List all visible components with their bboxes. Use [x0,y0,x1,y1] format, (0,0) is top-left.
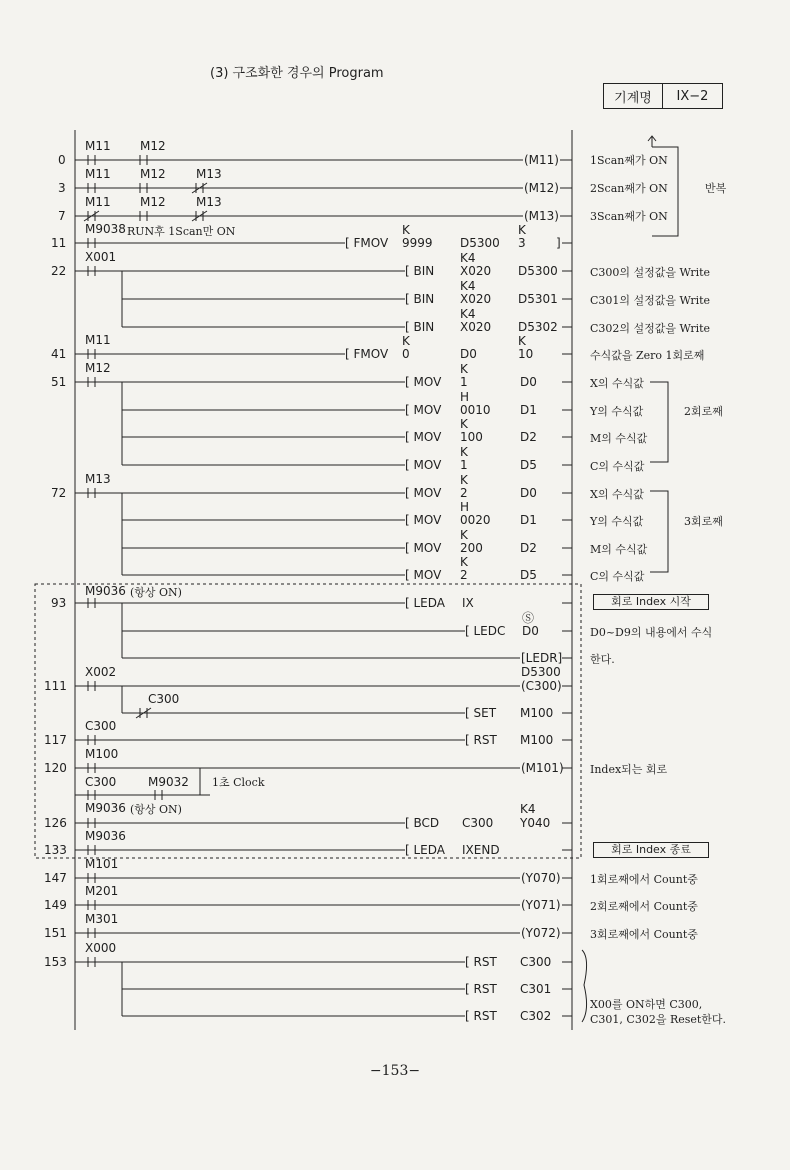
prefix: K [402,223,410,237]
instruction: [ BIN [405,264,435,278]
prefix: K [518,223,526,237]
prefix: K [460,555,468,569]
coil: (M13) [524,209,559,223]
comment: C의 수식값 [590,460,645,473]
step-number: 51 [51,375,67,389]
contact-label: M100 [85,747,119,761]
comment: 1Scan째가 ON [590,154,668,167]
contact-label: M11 [85,139,111,153]
operand: 9999 [402,236,433,250]
prefix: K4 [460,279,476,293]
instruction: [ MOV [405,486,442,500]
instruction: [ MOV [405,375,442,389]
operand: D1 [520,513,537,527]
step-number: 126 [44,816,67,830]
operand: 1 [460,375,468,389]
index-end-box: 회로 Index 종료 [593,842,709,858]
instruction: [ RST [465,1009,497,1023]
comment: X의 수식값 [590,488,644,501]
contact-label: C300 [85,775,117,789]
contact-label: M13 [85,472,111,486]
operand: 2 [460,568,468,582]
coil: (M12) [524,181,559,195]
step-number: 11 [51,236,67,250]
step-number: 3 [58,181,66,195]
s-mark: Ⓢ [522,611,535,625]
contact-label: M13 [196,167,222,181]
prefix: K [402,334,410,348]
instruction: [ BCD [405,816,440,830]
operand: D1 [520,403,537,417]
step-number: 147 [44,871,67,885]
operand: 0020 [460,513,491,527]
contact-label: M12 [85,361,111,375]
operand: D5302 [518,320,558,334]
step-number: 120 [44,761,67,775]
contact-label: M9038 [85,222,126,236]
operand: D0 [520,486,537,500]
coil: (Y070) [521,871,561,885]
operand: D5300 [521,665,561,679]
operand: 2 [460,486,468,500]
prefix: K4 [460,307,476,321]
contact-label: M301 [85,912,119,926]
operand: 3 [518,236,526,250]
badge-value: IX−2 [676,88,709,104]
instruction: [ RST [465,955,497,969]
prefix: K [460,417,468,431]
operand: 0010 [460,403,491,417]
prefix: K [460,362,468,376]
operand: IXEND [462,843,500,857]
comment: Y의 수식값 [590,405,644,418]
operand: D2 [520,430,537,444]
operand: D5300 [518,264,558,278]
coil: (Y071) [521,898,561,912]
contact-note: (항상 ON) [130,803,182,816]
operand: 10 [518,347,534,361]
prefix: H [460,500,470,514]
step-number: 72 [51,486,67,500]
contact-label: M101 [85,857,119,871]
comment: C301의 설정값을 Write [590,294,711,307]
prefix: K [460,473,468,487]
comment: M의 수식값 [590,432,648,445]
operand: C302 [520,1009,552,1023]
operand: X020 [460,292,492,306]
instruction: [ MOV [405,458,442,472]
step-number: 93 [51,596,67,610]
comment: 3Scan째가 ON [590,210,668,223]
prefix: H [460,390,470,404]
instruction: [ BIN [405,320,435,334]
operand: Y040 [520,816,551,830]
step-number: 117 [44,733,67,747]
comment: 수식값을 Zero 1회로째 [590,349,705,362]
contact-label: M9032 [148,775,189,789]
comment: 2Scan째가 ON [590,182,668,195]
contact-note: 1초 Clock [212,776,265,789]
operand: D5301 [518,292,558,306]
coil: (Y072) [521,926,561,940]
operand: M100 [520,733,554,747]
contact-label: M12 [140,139,166,153]
operand: C300 [520,955,552,969]
contact-label: C300 [85,719,117,733]
comment: 2회로째에서 Count중 [590,900,698,913]
instruction: [ BIN [405,292,435,306]
contact-note: (항상 ON) [130,586,182,599]
instruction: [ RST [465,733,497,747]
instruction: [ FMOV [345,236,389,250]
operand: 200 [460,541,483,555]
operand: C300 [462,816,494,830]
comment: X의 수식값 [590,377,644,390]
operand: D5 [520,458,537,472]
step-number: 0 [58,153,66,167]
contact-label: M11 [85,195,111,209]
prefix: K [460,445,468,459]
page-number: −153− [369,1063,421,1079]
comment: C301, C302을 Reset한다. [590,1013,727,1026]
comment: Y의 수식값 [590,515,644,528]
operand: D0 [520,375,537,389]
operand: X020 [460,264,492,278]
operand: M100 [520,706,554,720]
instruction: [ SET [465,706,497,720]
prefix: K [518,334,526,348]
operand: IX [462,596,474,610]
comment: 2회로째 [684,405,723,418]
contact-label: M9036 [85,829,126,843]
step-number: 151 [44,926,67,940]
operand: D0 [460,347,477,361]
comment: C300의 설정값을 Write [590,266,711,279]
comment: D0~D9의 내용에서 수식 [590,626,713,639]
instruction: [ MOV [405,430,442,444]
comment: 반복 [705,182,727,195]
comment: C302의 설정값을 Write [590,322,711,335]
operand: C301 [520,982,552,996]
contact-label: M13 [196,195,222,209]
comment: 한다. [590,653,615,666]
contact-label: M12 [140,195,166,209]
operand: 100 [460,430,483,444]
operand: D5 [520,568,537,582]
instruction: [ LEDC [465,624,506,638]
comment: M의 수식값 [590,543,648,556]
instruction: [ LEDA [405,596,446,610]
step-number: 153 [44,955,67,969]
coil: (M11) [524,153,559,167]
prefix: K [460,528,468,542]
operand: 1 [460,458,468,472]
page-title: (3) 구조화한 경우의 Program [210,66,384,81]
coil: (C300) [521,679,562,693]
contact-label: X002 [85,665,117,679]
contact-label: M11 [85,333,111,347]
step-number: 22 [51,264,67,278]
instruction: [ RST [465,982,497,996]
instruction: [ MOV [405,541,442,555]
contact-label: X001 [85,250,117,264]
coil: (M101) [521,761,564,775]
contact-label: M9036 [85,584,126,598]
instruction: [ LEDA [405,843,446,857]
contact-label: C300 [148,692,180,706]
operand: 0 [402,347,410,361]
comment: Index되는 회로 [590,763,668,776]
contact-label: X000 [85,941,117,955]
instruction: [ FMOV [345,347,389,361]
step-number: 7 [58,209,66,223]
contact-label: M12 [140,167,166,181]
instruction: [ MOV [405,568,442,582]
instruction: [ MOV [405,403,442,417]
prefix: K4 [520,802,536,816]
contact-label: M201 [85,884,119,898]
step-number: 111 [44,679,67,693]
operand: D5300 [460,236,500,250]
comment: 3회로째 [684,515,723,528]
step-number: 149 [44,898,67,912]
comment: 3회로째에서 Count중 [590,928,698,941]
badge-label: 기계명 [604,84,663,108]
contact-label: M9036 [85,801,126,815]
step-number: 41 [51,347,67,361]
contact-note: RUN후 1Scan만 ON [127,225,236,238]
comment: 1회로째에서 Count중 [590,873,698,886]
comment: X00를 ON하면 C300, [590,998,703,1011]
operand: D2 [520,541,537,555]
comment: C의 수식값 [590,570,645,583]
step-number: 133 [44,843,67,857]
operand: X020 [460,320,492,334]
contact-label: M11 [85,167,111,181]
index-start-box: 회로 Index 시작 [593,594,709,610]
prefix: K4 [460,251,476,265]
instruction: [LEDR] [521,651,563,665]
operand: D0 [522,624,539,638]
contact-symbols [84,155,207,967]
instruction: [ MOV [405,513,442,527]
